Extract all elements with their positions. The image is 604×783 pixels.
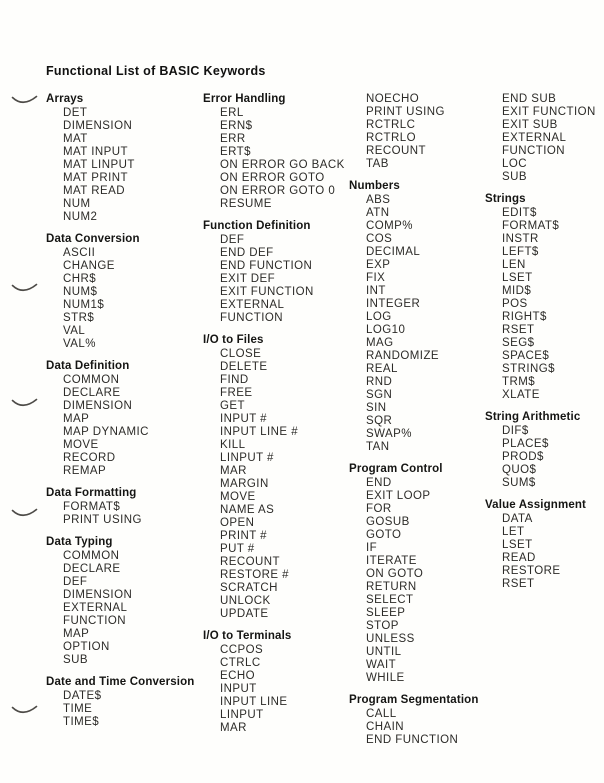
keyword-item: END SUB — [502, 93, 557, 105]
keyword-item: DECLARE — [63, 563, 121, 575]
keyword-item: DIMENSION — [63, 589, 133, 601]
keyword-item: WHILE — [366, 672, 405, 684]
keyword-item: TAN — [366, 441, 390, 453]
keyword-item: IF — [366, 542, 378, 554]
keyword-column-4 — [485, 93, 603, 600]
keyword-item: UNLOCK — [220, 595, 271, 607]
keyword-item: EXTERNAL — [63, 602, 128, 614]
keyword-item: NUM — [63, 198, 91, 210]
keyword-item: OPTION — [63, 641, 110, 653]
keyword-item: LOG — [366, 311, 392, 323]
keyword-item: SLEEP — [366, 607, 406, 619]
keyword-item: INT — [366, 285, 386, 297]
keyword-item: DIMENSION — [63, 120, 133, 132]
keyword-item: MID$ — [502, 285, 532, 297]
keyword-item: INPUT LINE # — [220, 426, 299, 438]
keyword-item: ERR — [220, 133, 246, 145]
keyword-item: EXIT DEF — [220, 273, 276, 285]
keyword-item: EXTERNAL — [220, 299, 285, 311]
keyword-section — [349, 93, 499, 171]
keyword-item: DEF — [63, 576, 88, 588]
keyword-item: REMAP — [63, 465, 107, 477]
pencil-tick-mark-icon — [11, 397, 38, 410]
section-heading: Strings — [485, 193, 526, 205]
keyword-item: PRINT # — [220, 530, 268, 542]
keyword-item: READ — [502, 552, 536, 564]
keyword-item: END DEF — [220, 247, 274, 259]
keyword-item: GET — [220, 400, 245, 412]
keyword-item: FORMAT$ — [63, 501, 121, 513]
keyword-item: ATN — [366, 207, 390, 219]
keyword-item: MAP DYNAMIC — [63, 426, 149, 438]
keyword-section — [203, 334, 353, 621]
keyword-item: SCRATCH — [220, 582, 278, 594]
keyword-item: LEN — [502, 259, 526, 271]
keyword-item: CHR$ — [63, 273, 97, 285]
keyword-item: PUT # — [220, 543, 255, 555]
keyword-item: EXIT SUB — [502, 119, 558, 131]
keyword-item: EXIT LOOP — [366, 490, 431, 502]
keyword-item: KILL — [220, 439, 246, 451]
keyword-item: MAR — [220, 722, 247, 734]
keyword-item: CHAIN — [366, 721, 405, 733]
keyword-item: REAL — [366, 363, 398, 375]
keyword-item: EDIT$ — [502, 207, 537, 219]
keyword-item: DELETE — [220, 361, 268, 373]
keyword-item: DECIMAL — [366, 246, 421, 258]
keyword-item: RANDOMIZE — [366, 350, 440, 362]
keyword-item: SELECT — [366, 594, 414, 606]
pencil-tick-mark-icon — [11, 282, 38, 295]
keyword-item: ERL — [220, 107, 244, 119]
keyword-item: RECOUNT — [366, 145, 427, 157]
keyword-item: CHANGE — [63, 260, 115, 272]
keyword-item: RESUME — [220, 198, 272, 210]
keyword-item: ECHO — [220, 670, 256, 682]
keyword-item: LEFT$ — [502, 246, 539, 258]
keyword-item: FREE — [220, 387, 253, 399]
keyword-section — [485, 499, 603, 591]
section-heading: Program Segmentation — [349, 694, 479, 706]
keyword-section — [46, 536, 196, 667]
page-title: Functional List of BASIC Keywords — [46, 64, 266, 78]
keyword-item: MAG — [366, 337, 394, 349]
keyword-item: COMMON — [63, 550, 120, 562]
keyword-item: SUM$ — [502, 477, 536, 489]
keyword-item: GOTO — [366, 529, 402, 541]
keyword-item: RSET — [502, 324, 535, 336]
keyword-item: STR$ — [63, 312, 95, 324]
keyword-item: MAT — [63, 133, 88, 145]
keyword-item: RESTORE # — [220, 569, 290, 581]
keyword-item: MAT PRINT — [63, 172, 128, 184]
pencil-tick-mark-icon — [11, 704, 38, 717]
keyword-item: RND — [366, 376, 393, 388]
keyword-item: ERN$ — [220, 120, 253, 132]
keyword-item: EXTERNAL — [502, 132, 567, 144]
keyword-column-1 — [46, 93, 196, 738]
keyword-item: DECLARE — [63, 387, 121, 399]
keyword-section — [349, 694, 499, 747]
keyword-item: NUM2 — [63, 211, 98, 223]
section-heading: Value Assignment — [485, 499, 587, 511]
section-heading: Data Definition — [46, 360, 130, 372]
section-heading: Data Typing — [46, 536, 113, 548]
keyword-item: SUB — [502, 171, 527, 183]
keyword-item: PRINT USING — [366, 106, 445, 118]
keyword-item: GOSUB — [366, 516, 410, 528]
keyword-item: RCTRLO — [366, 132, 416, 144]
keyword-item: OPEN — [220, 517, 255, 529]
keyword-item: UNLESS — [366, 633, 415, 645]
keyword-section — [203, 630, 353, 735]
keyword-item: FIX — [366, 272, 386, 284]
section-heading: Arrays — [46, 93, 84, 105]
section-heading: String Arithmetic — [485, 411, 581, 423]
keyword-item: SPACE$ — [502, 350, 550, 362]
keyword-item: XLATE — [502, 389, 540, 401]
keyword-item: RESTORE — [502, 565, 561, 577]
keyword-item: LET — [502, 526, 525, 538]
keyword-item: MAT LINPUT — [63, 159, 135, 171]
keyword-column-3 — [349, 93, 499, 756]
keyword-item: MAT READ — [63, 185, 125, 197]
pencil-tick-mark-icon — [11, 94, 38, 107]
keyword-item: EXIT FUNCTION — [220, 286, 314, 298]
keyword-item: ABS — [366, 194, 391, 206]
keyword-item: DIMENSION — [63, 400, 133, 412]
keyword-item: LSET — [502, 539, 533, 551]
keyword-item: END FUNCTION — [220, 260, 313, 272]
keyword-item: MAP — [63, 413, 90, 425]
keyword-item: DET — [63, 107, 88, 119]
keyword-item: RETURN — [366, 581, 417, 593]
keyword-item: RIGHT$ — [502, 311, 547, 323]
keyword-item: SWAP% — [366, 428, 412, 440]
keyword-item: STRING$ — [502, 363, 555, 375]
keyword-item: ON ERROR GOTO — [220, 172, 325, 184]
keyword-item: TRM$ — [502, 376, 536, 388]
keyword-item: ON ERROR GOTO 0 — [220, 185, 336, 197]
keyword-item: UPDATE — [220, 608, 269, 620]
keyword-section — [46, 93, 196, 224]
keyword-item: QUO$ — [502, 464, 537, 476]
keyword-item: ON ERROR GO BACK — [220, 159, 345, 171]
section-heading: Program Control — [349, 463, 443, 475]
keyword-item: LINPUT # — [220, 452, 274, 464]
keyword-item: INPUT LINE — [220, 696, 288, 708]
keyword-item: WAIT — [366, 659, 397, 671]
keyword-item: COMMON — [63, 374, 120, 386]
keyword-item: VAL — [63, 325, 86, 337]
keyword-item: TIME$ — [63, 716, 100, 728]
keyword-section — [485, 193, 603, 402]
keyword-item: INSTR — [502, 233, 539, 245]
keyword-item: ITERATE — [366, 555, 417, 567]
keyword-item: MARGIN — [220, 478, 269, 490]
section-heading: Numbers — [349, 180, 400, 192]
keyword-item: SGN — [366, 389, 393, 401]
keyword-item: LOC — [502, 158, 527, 170]
keyword-item: INPUT # — [220, 413, 268, 425]
pencil-tick-mark-icon — [11, 507, 38, 520]
keyword-item: SEG$ — [502, 337, 535, 349]
keyword-item: INTEGER — [366, 298, 421, 310]
keyword-item: CLOSE — [220, 348, 262, 360]
keyword-item: FORMAT$ — [502, 220, 560, 232]
section-heading: Function Definition — [203, 220, 311, 232]
keyword-item: FOR — [366, 503, 392, 515]
keyword-item: SUB — [63, 654, 88, 666]
keyword-item: MOVE — [63, 439, 99, 451]
keyword-section — [203, 220, 353, 325]
keyword-item: VAL% — [63, 338, 96, 350]
keyword-item: POS — [502, 298, 528, 310]
keyword-item: UNTIL — [366, 646, 402, 658]
keyword-item: FUNCTION — [502, 145, 566, 157]
section-heading: Error Handling — [203, 93, 286, 105]
keyword-section — [46, 676, 196, 729]
section-heading: Data Conversion — [46, 233, 140, 245]
keyword-item: PLACE$ — [502, 438, 549, 450]
keyword-item: COMP% — [366, 220, 413, 232]
keyword-item: DATA — [502, 513, 533, 525]
keyword-item: EXP — [366, 259, 391, 271]
keyword-item: END — [366, 477, 392, 489]
keyword-item: DEF — [220, 234, 245, 246]
keyword-section — [485, 411, 603, 490]
keyword-item: TIME — [63, 703, 93, 715]
keyword-item: ERT$ — [220, 146, 251, 158]
keyword-item: CALL — [366, 708, 397, 720]
keyword-item: RECOUNT — [220, 556, 281, 568]
keyword-item: ASCII — [63, 247, 96, 259]
keyword-item: RECORD — [63, 452, 116, 464]
keyword-item: MAR — [220, 465, 247, 477]
keyword-section — [485, 93, 603, 184]
keyword-section — [46, 233, 196, 351]
keyword-section — [46, 487, 196, 527]
keyword-item: NUM$ — [63, 286, 98, 298]
section-heading: I/O to Terminals — [203, 630, 292, 642]
keyword-section — [203, 93, 353, 211]
keyword-item: RSET — [502, 578, 535, 590]
keyword-item: ON GOTO — [366, 568, 424, 580]
keyword-item: EXIT FUNCTION — [502, 106, 596, 118]
keyword-item: PRINT USING — [63, 514, 142, 526]
keyword-item: NOECHO — [366, 93, 420, 105]
keyword-item: FIND — [220, 374, 249, 386]
keyword-column-2 — [203, 93, 353, 744]
keyword-item: SQR — [366, 415, 393, 427]
keyword-item: LSET — [502, 272, 533, 284]
keyword-item: CCPOS — [220, 644, 264, 656]
keyword-item: FUNCTION — [63, 615, 127, 627]
keyword-item: CTRLC — [220, 657, 261, 669]
keyword-section — [349, 180, 499, 454]
keyword-item: DIF$ — [502, 425, 529, 437]
keyword-item: DATE$ — [63, 690, 102, 702]
keyword-item: MOVE — [220, 491, 256, 503]
section-heading: I/O to Files — [203, 334, 264, 346]
keyword-item: RCTRLC — [366, 119, 416, 131]
keyword-item: STOP — [366, 620, 399, 632]
keyword-item: LINPUT — [220, 709, 264, 721]
keyword-item: NUM1$ — [63, 299, 105, 311]
keyword-item: INPUT — [220, 683, 257, 695]
section-heading: Data Formatting — [46, 487, 137, 499]
keyword-item: LOG10 — [366, 324, 406, 336]
keyword-item: COS — [366, 233, 393, 245]
keyword-item: SIN — [366, 402, 387, 414]
keyword-section — [46, 360, 196, 478]
keyword-item: NAME AS — [220, 504, 275, 516]
keyword-item: MAT INPUT — [63, 146, 128, 158]
keyword-item: PROD$ — [502, 451, 544, 463]
keyword-section — [349, 463, 499, 685]
keyword-item: TAB — [366, 158, 389, 170]
keyword-item: FUNCTION — [220, 312, 284, 324]
section-heading: Date and Time Conversion — [46, 676, 195, 688]
keyword-item: END FUNCTION — [366, 734, 459, 746]
keyword-item: MAP — [63, 628, 90, 640]
